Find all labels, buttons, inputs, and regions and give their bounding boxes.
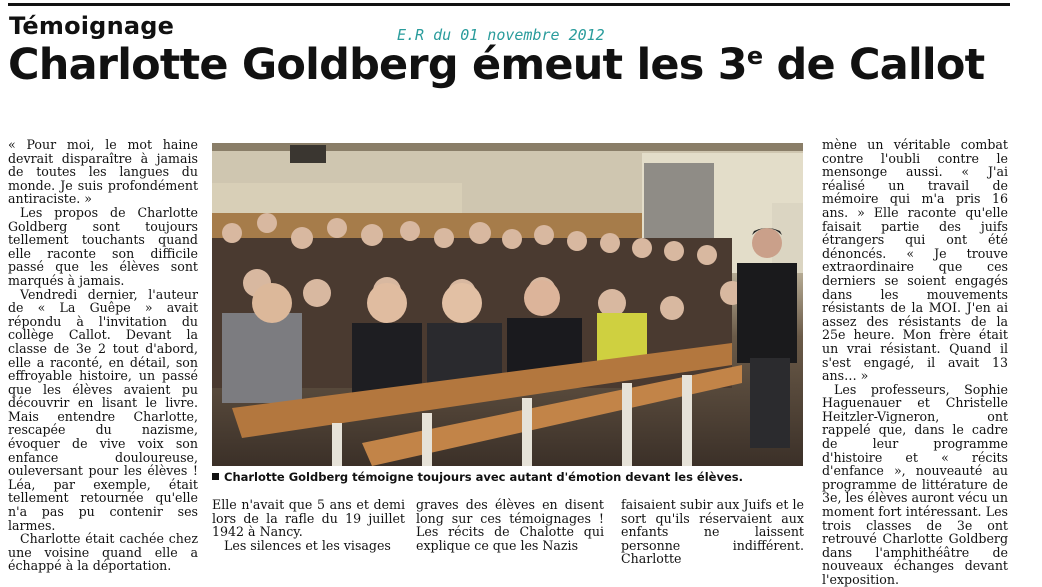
article-headline — [8, 40, 984, 90]
photo-caption — [212, 470, 804, 484]
paragraph: « Pour moi, le mot haine devrait disparaître à jamais de toutes les langues du monde. Je suis profondément antiraciste. » — [8, 137, 198, 207]
paragraph: graves des élèves en disent long sur ces témoignages ! Les récits de Chalotte qui explique ce que les Nazis — [416, 497, 604, 553]
date-stamp: E.R du 01 novembre 2012 — [397, 26, 605, 44]
paragraph: mène un véritable combat contre l'oubli contre le mensonge aussi. « J'ai réalisé un travail de mémoire qui m'a pris 16 ans. » Elle raconte qu'elle faisait partie des juifs étrangers qui ont été dénoncés. « Je trouve extraordinaire que ces derniers se soient engagés dans les mouvements résistants de la MOI. J'en ai assez des résistants de la 25e heure. Mon frère était un vrai résistant. Quand il s'est engagé, il avait 13 ans… » — [822, 137, 1008, 384]
paragraph: Les silences et les visages — [224, 537, 391, 553]
headline-main: Charlotte Goldberg émeut les 3 — [8, 40, 747, 90]
headline-end: de Callot — [762, 40, 985, 90]
classroom-photo — [212, 143, 803, 466]
headline-sup: e — [746, 42, 763, 70]
article-column-2a — [212, 498, 405, 552]
paragraph: Vendredi dernier, l'auteur de « La Guêpe » avait répondu à l'invitation du collège Callot. Devant la classe de 3e 2 tout d'abord, elle a raconté, en détail, son effroyable histoire, un passé que les élèves avaient pu découvrir en lisant le livre. Mais entendre Charlotte, rescapée du nazisme, évoquer de vive voix son enfance douloureuse, ouleversant pour les élèves ! Léa, par exemple, était tellement retournée qu'elle n'a pas pu contenir ses larmes. — [8, 286, 198, 533]
top-rule — [8, 3, 1010, 6]
article-column-2c — [621, 498, 804, 566]
paragraph: Elle n'avait que 5 ans et demi lors de la rafle du 19 juillet 1942 à Nancy. — [212, 497, 405, 540]
caption-bullet — [212, 473, 219, 480]
paragraph: Charlotte était cachée chez une voisine quand elle a échappé à la déportation. — [8, 531, 198, 574]
article-column-2b — [416, 498, 604, 552]
section-kicker: Témoignage — [9, 12, 175, 40]
paragraph: faisaient subir aux Juifs et le sort qu'ils réservaient aux enfants ne laissent personne indifférent. Charlotte — [621, 497, 804, 567]
paragraph: Les propos de Charlotte Goldberg sont toujours tellement touchants quand elle raconte son difficile passé que les élèves sont marqués à jamais. — [8, 204, 198, 288]
caption-text: Charlotte Goldberg témoigne toujours avec autant d'émotion devant les élèves. — [224, 470, 743, 484]
paragraph: Les professeurs, Sophie Haguenauer et Christelle Heitzler-Vigneron, ont rappelé que, dans le cadre de leur programme d'histoire et « récits d'enfance », nouveauté au programme de littérature de 3e, les élèves auront vécu un moment fort intéressant. Les trois classes de 3e ont retrouvé Charlotte Goldberg dans l'amphithéâtre de nouveaux échanges devant l'exposition. — [822, 381, 1008, 587]
classroom-photo-illustration — [212, 143, 803, 466]
article-column-4 — [822, 138, 1008, 587]
article-column-1 — [8, 138, 198, 573]
